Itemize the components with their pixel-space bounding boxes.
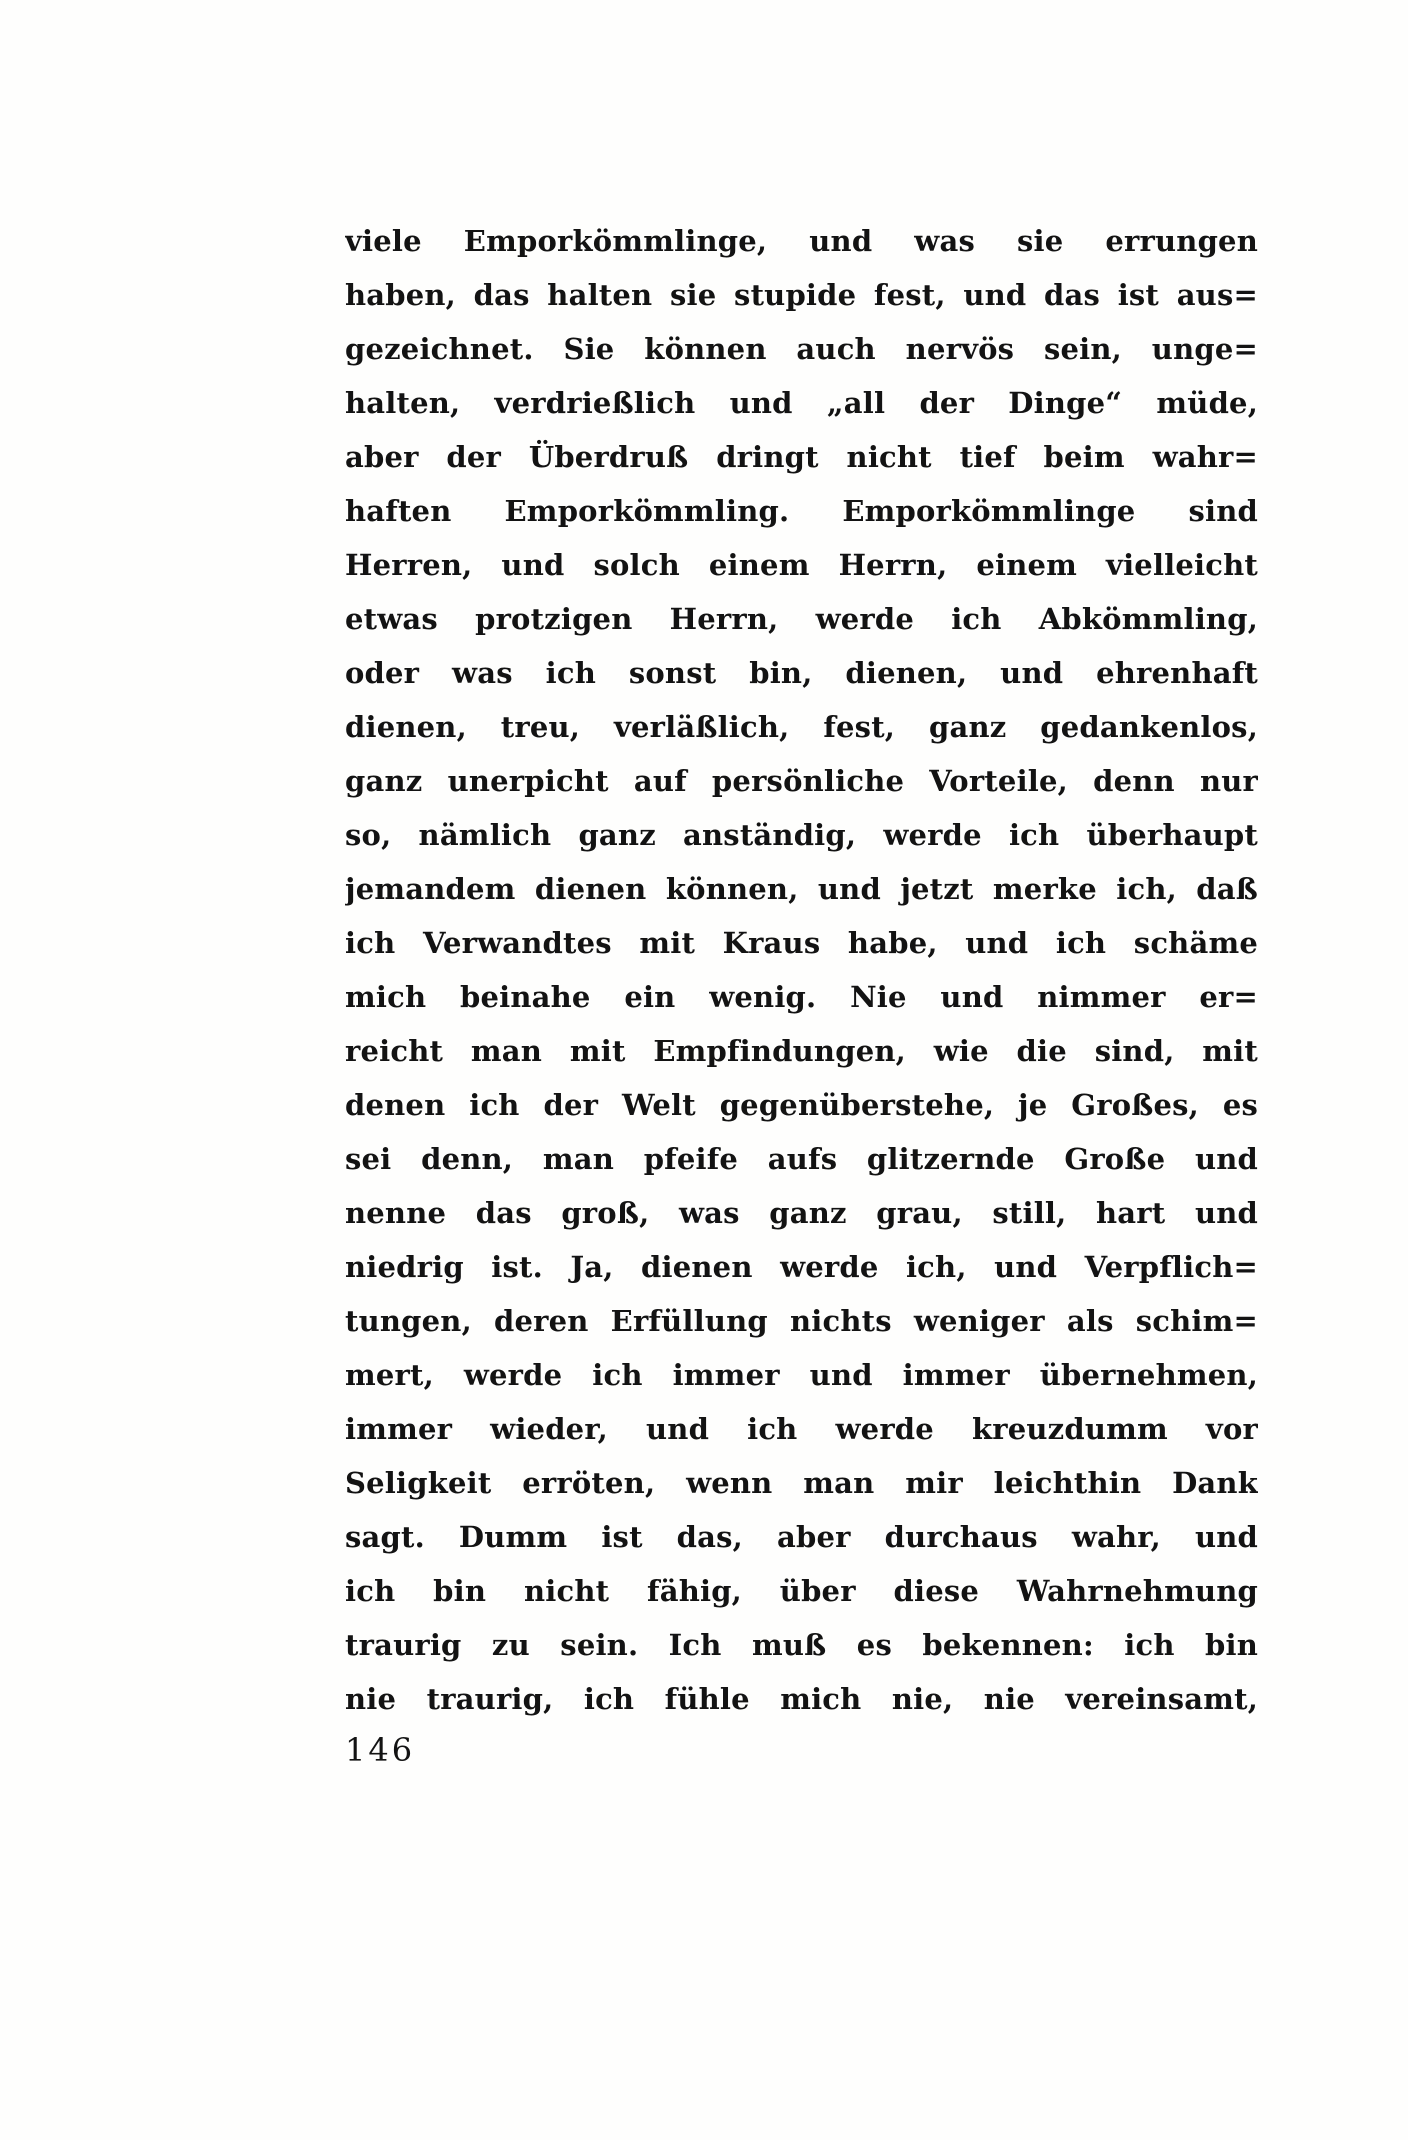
- text-line: haften Emporkömmling. Emporkömmlinge sind: [345, 494, 1258, 528]
- text-line: Herren, und solch einem Herrn, einem vielleicht: [345, 548, 1258, 582]
- text-line: reicht man mit Empfindungen, wie die sind, mit: [345, 1034, 1258, 1068]
- text-line: viele Emporkömmlinge, und was sie errungen: [345, 224, 1258, 258]
- text-line: gezeichnet. Sie können auch nervös sein, unge=: [345, 332, 1258, 366]
- text-line: immer wieder, und ich werde kreuzdumm vor: [345, 1412, 1258, 1446]
- body-text: [345, 214, 1258, 1726]
- text-line: tungen, deren Erfüllung nichts weniger als schim=: [345, 1304, 1258, 1338]
- text-line: mert, werde ich immer und immer übernehmen,: [345, 1358, 1258, 1392]
- text-line: etwas protzigen Herrn, werde ich Abkömmling,: [345, 602, 1258, 636]
- text-line: niedrig ist. Ja, dienen werde ich, und Verpflich=: [345, 1250, 1258, 1284]
- text-line: haben, das halten sie stupide fest, und das ist aus=: [345, 278, 1258, 312]
- text-line: denen ich der Welt gegenüberstehe, je Großes, es: [345, 1088, 1258, 1122]
- text-line: ganz unerpicht auf persönliche Vorteile, denn nur: [345, 764, 1258, 798]
- text-line: halten, verdrießlich und „all der Dinge“ müde,: [345, 386, 1258, 420]
- text-line: nenne das groß, was ganz grau, still, hart und: [345, 1196, 1258, 1230]
- text-line: ich Verwandtes mit Kraus habe, und ich schäme: [345, 926, 1258, 960]
- text-line: ich bin nicht fähig, über diese Wahrnehmung: [345, 1574, 1258, 1608]
- text-line: nie traurig, ich fühle mich nie, nie vereinsamt,: [345, 1682, 1258, 1716]
- text-line: mich beinahe ein wenig. Nie und nimmer er=: [345, 980, 1258, 1014]
- text-line: sei denn, man pfeife aufs glitzernde Große und: [345, 1142, 1258, 1176]
- text-line: so, nämlich ganz anständig, werde ich überhaupt: [345, 818, 1258, 852]
- page-number: 146: [345, 1731, 416, 1769]
- text-line: jemandem dienen können, und jetzt merke ich, daß: [345, 872, 1258, 906]
- text-line: aber der Überdruß dringt nicht tief beim wahr=: [345, 440, 1258, 474]
- text-line: Seligkeit erröten, wenn man mir leichthin Dank: [345, 1466, 1258, 1500]
- text-line: dienen, treu, verläßlich, fest, ganz gedankenlos,: [345, 710, 1258, 744]
- text-line: oder was ich sonst bin, dienen, und ehrenhaft: [345, 656, 1258, 690]
- text-line: traurig zu sein. Ich muß es bekennen: ich bin: [345, 1628, 1258, 1662]
- text-line: sagt. Dumm ist das, aber durchaus wahr, und: [345, 1520, 1258, 1554]
